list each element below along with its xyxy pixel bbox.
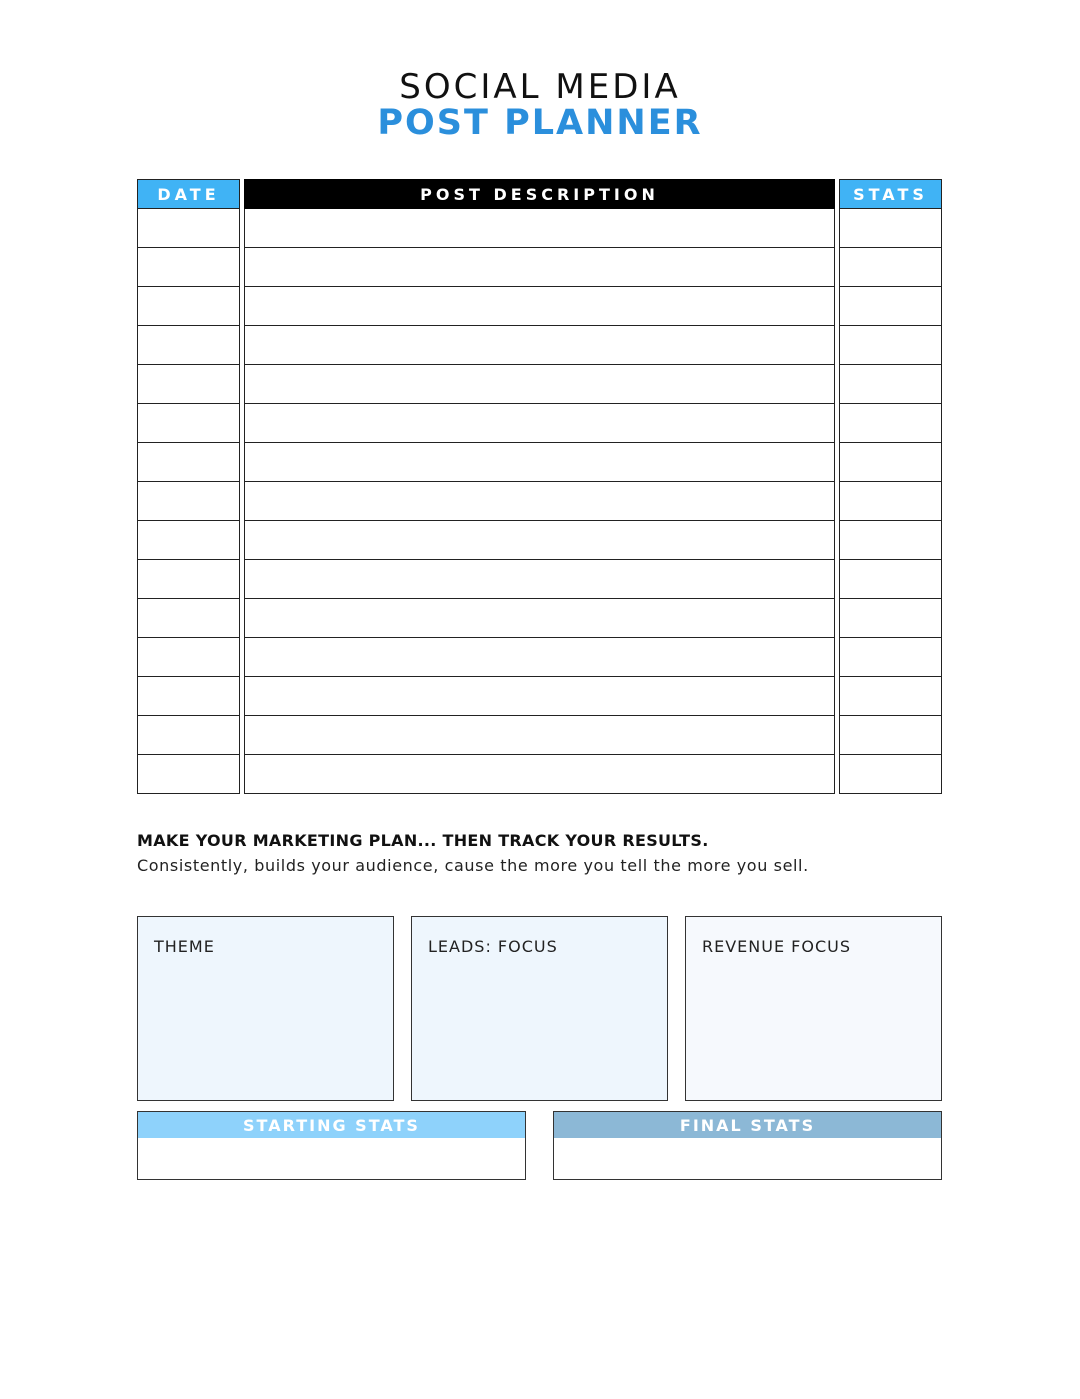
stats-cell[interactable] — [840, 209, 941, 248]
stats-cell[interactable] — [840, 482, 941, 521]
post-description-column — [244, 179, 835, 794]
post-description-cell[interactable] — [245, 560, 834, 599]
tagline-heading: MAKE YOUR MARKETING PLAN... THEN TRACK YOUR RESULTS. — [137, 831, 709, 850]
title-line-2: POST PLANNER — [377, 103, 703, 143]
post-description-cell[interactable] — [245, 404, 834, 443]
date-column — [137, 179, 240, 794]
post-description-cell[interactable] — [245, 755, 834, 793]
date-cell[interactable] — [138, 209, 239, 248]
post-description-cell[interactable] — [245, 599, 834, 638]
stats-header: STATS — [839, 179, 942, 209]
post-description-cell[interactable] — [245, 443, 834, 482]
date-cell[interactable] — [138, 404, 239, 443]
tagline-text: Consistently, builds your audience, cause the more you tell the more you sell. — [137, 856, 809, 875]
date-cell[interactable] — [138, 248, 239, 287]
post-description-cell[interactable] — [245, 716, 834, 755]
stats-cell[interactable] — [840, 365, 941, 404]
stats-cell[interactable] — [840, 326, 941, 365]
date-cell[interactable] — [138, 599, 239, 638]
stats-rows — [839, 209, 942, 794]
post-description-cell[interactable] — [245, 326, 834, 365]
stats-column — [839, 179, 942, 794]
stats-cell[interactable] — [840, 677, 941, 716]
theme-box[interactable] — [137, 916, 394, 1101]
date-cell[interactable] — [138, 365, 239, 404]
leads-focus-label: LEADS: FOCUS — [428, 937, 558, 956]
date-cell[interactable] — [138, 755, 239, 793]
date-cell[interactable] — [138, 677, 239, 716]
starting-stats-header: STARTING STATS — [138, 1112, 525, 1138]
stats-cell[interactable] — [840, 248, 941, 287]
stats-cell[interactable] — [840, 443, 941, 482]
revenue-focus-box[interactable] — [685, 916, 942, 1101]
post-description-cell[interactable] — [245, 248, 834, 287]
post-description-cell[interactable] — [245, 365, 834, 404]
post-description-cell[interactable] — [245, 677, 834, 716]
date-cell[interactable] — [138, 443, 239, 482]
title-line-1: SOCIAL MEDIA — [399, 67, 681, 107]
leads-focus-box[interactable] — [411, 916, 668, 1101]
stats-cell[interactable] — [840, 638, 941, 677]
stats-cell[interactable] — [840, 287, 941, 326]
stats-cell[interactable] — [840, 521, 941, 560]
stats-cell[interactable] — [840, 599, 941, 638]
stats-cell[interactable] — [840, 404, 941, 443]
theme-label: THEME — [154, 937, 215, 956]
date-cell[interactable] — [138, 638, 239, 677]
post-description-cell[interactable] — [245, 638, 834, 677]
post-description-header: POST DESCRIPTION — [244, 179, 835, 209]
date-header: DATE — [137, 179, 240, 209]
post-description-cell[interactable] — [245, 209, 834, 248]
post-description-rows — [244, 209, 835, 794]
date-rows — [137, 209, 240, 794]
stats-cell[interactable] — [840, 755, 941, 793]
revenue-focus-label: REVENUE FOCUS — [702, 937, 851, 956]
starting-stats-box[interactable] — [137, 1111, 526, 1180]
date-cell[interactable] — [138, 326, 239, 365]
date-cell[interactable] — [138, 521, 239, 560]
date-cell[interactable] — [138, 482, 239, 521]
final-stats-header: FINAL STATS — [554, 1112, 941, 1138]
post-description-cell[interactable] — [245, 521, 834, 560]
final-stats-box[interactable] — [553, 1111, 942, 1180]
date-cell[interactable] — [138, 287, 239, 326]
post-description-cell[interactable] — [245, 287, 834, 326]
stats-cell[interactable] — [840, 716, 941, 755]
date-cell[interactable] — [138, 716, 239, 755]
date-cell[interactable] — [138, 560, 239, 599]
post-description-cell[interactable] — [245, 482, 834, 521]
stats-cell[interactable] — [840, 560, 941, 599]
